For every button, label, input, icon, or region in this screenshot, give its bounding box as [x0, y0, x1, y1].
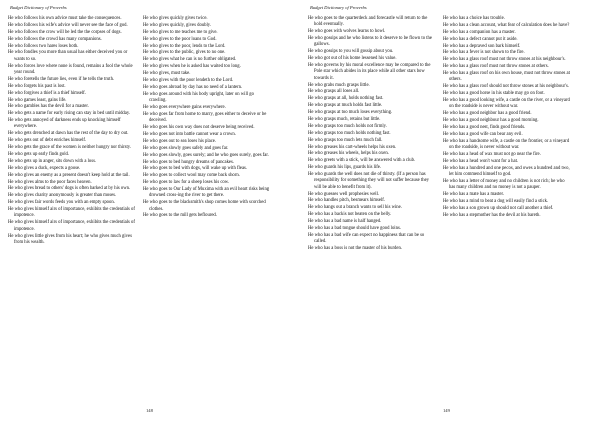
proverb-entry: He who has a handsome wife, a castle on the frontier, or a vineyard on the roadside, is never without war. — [443, 138, 570, 151]
proverb-entry: He who goes abroad by day has no need of a lantern. — [143, 84, 243, 90]
proverb-entry: He who follows the crowd has many companions. — [8, 36, 102, 42]
proverb-entry: He who goes with wolves learns to howl. — [308, 29, 386, 35]
proverb-entry: He who has a good nest, finds good friends. — [443, 125, 526, 131]
proverb-entry: He who gives fair words feeds you with an empty spoon. — [8, 200, 115, 206]
proverb-entry: He who goes everywhere gains everywhere. — [143, 104, 226, 110]
proverb-entry: He who goes far from home to marry, goes either to deceive or be deceived. — [143, 111, 267, 124]
proverb-entry: He who fondles you more than usual has either deceived you or wants to so. — [8, 50, 128, 62]
proverb-entry: He who gambles has the devil for a master. — [8, 104, 89, 110]
proverb-entry: He who hangs out a branch wants to sell his wine. — [308, 205, 402, 211]
running-header: Budget Dictionary of Proverbs — [10, 5, 67, 10]
proverb-entry: He who forgets his past is lost. — [8, 83, 66, 89]
proverb-entry: He who grasps at all, holds nothing fast. — [308, 96, 384, 102]
proverb-entry: He who forces love where none is found, remains a fool the whole year round. — [8, 63, 133, 75]
proverb-entry: He who goes to the mill gets befloured. — [143, 213, 217, 219]
proverb-entry: He who gets a name for early rising can stay in bed until midday. — [8, 111, 131, 117]
proverb-entry: He who grasps too much holds not firmly. — [308, 123, 387, 129]
proverb-entry: He who goes to Our Lady of Muxima with an evil heart risks being drowned cross-ing the river to get there. — [143, 187, 270, 199]
proverb-column-1 — [8, 16, 136, 247]
proverb-entry: He who goes to bed with dogs, will wake up with fleas. — [143, 166, 248, 172]
proverb-entry: He who has a good horse in his stable may go on foot. — [443, 91, 545, 97]
proverb-entry: He who gives charity anonymously is greater than moses. — [8, 193, 117, 199]
proverb-entry: He who grasps too much lets much fall. — [308, 137, 383, 143]
proverb-entry: He who gives to the public, gives to no one. — [143, 50, 226, 56]
proverb-entry: He who has a bad name is half hanged. — [308, 219, 382, 225]
proverb-entry: He who gives what he can is no further obligated. — [143, 57, 237, 63]
proverb-entry: He who follows the crow will be led the the corpses of dogs. — [8, 29, 122, 35]
proverb-entry: He who handles pitch, besmears himself. — [308, 198, 385, 204]
proverb-entry: He who gives quickly gives twice. — [143, 16, 208, 21]
proverb-entry: He who has a backis not beaten on the belly. — [308, 212, 392, 218]
proverb-entry: He who has a companion has a master. — [443, 29, 516, 35]
running-header: Budget Dictionary of Proverbs — [310, 5, 367, 10]
proverb-entry: He who goes his own way does not deserve being received. — [143, 125, 255, 131]
proverb-entry: He who gets up early finds gold. — [8, 152, 70, 158]
proverb-entry: He who guesses well prophesies well. — [308, 191, 380, 197]
proverb-entry: He who has a hundred and one pecos, and owes a hundred and two, let him commend himself to god. — [443, 165, 570, 178]
proverb-entry: He who has a fever is not shown to the fire. — [443, 50, 525, 56]
proverb-entry: He who goes to collect wool may come back shorn. — [143, 173, 240, 179]
proverb-entry: He who has a glass roof should not throw stones at his neighbour's. — [443, 84, 569, 90]
proverb-entry: He who gives himself airs of importance, exhibits the credentials of impotence. — [8, 207, 135, 219]
proverb-entry: He who has a glass roof must not throw stones at his neighbour's. — [443, 57, 566, 63]
proverb-entry: He who has a choice has trouble. — [443, 16, 505, 21]
proverb-entry: He who has a son grown up should not call another a thief. — [443, 205, 554, 211]
proverb-entry: He who gives quickly, gives doubly. — [143, 22, 212, 28]
right-page — [300, 0, 600, 424]
proverb-entry: He who has a boss is not the master of his burden. — [308, 246, 402, 252]
proverb-entry: He who has a glass roof on his own house, must not throw stones at others. — [443, 71, 570, 83]
proverb-entry: He who gives an enemy as a present doesn't keep hold at the tail. — [8, 172, 130, 178]
proverb-entry: He who grasps all loses all. — [308, 89, 360, 95]
proverb-entry: He who gets drenched at dawn has the rest of the day to dry out. — [8, 131, 129, 137]
proverb-entry: He who gives when he is asked has waited too long. — [143, 64, 241, 70]
proverb-entry: He who has a bad wife can expect no happiness that can be so called. — [308, 232, 425, 245]
proverb-entry: He who goes to bed hungry dreams of pancakes. — [143, 159, 234, 165]
proverb-entry: He who gets annoyed of darkness ends up knocking himself everywhere. — [8, 118, 121, 130]
proverb-entry: He who grabs much grasps little. — [308, 82, 370, 88]
proverb-entry: He who grasps much, retains but little. — [308, 116, 381, 122]
proverb-entry: He who has a depraved son bark himself. — [443, 43, 521, 49]
proverb-entry: He who follows two hares loses both. — [8, 43, 79, 49]
proverb-entry: He who guards his lips, guards his life. — [308, 165, 382, 171]
proverb-entry: He who gives himself airs of importance, exhibits the credentials of impotence. — [8, 220, 135, 232]
proverb-entry: He who has a clean account, what fear of calculation does he have? — [443, 22, 570, 28]
proverb-entry: He who gives to me teaches me to give. — [143, 29, 218, 35]
proverb-entry: He who goes to the blacksmith's shop comes home with scorched clothes. — [143, 200, 266, 212]
proverb-entry: He who goes not into battle cannot wear a crown. — [143, 131, 236, 137]
proverb-entry: He who goes around with his body upright, later on will go crawling. — [143, 91, 254, 104]
page-number: 149 — [443, 408, 450, 413]
proverb-entry: He who has a good neighbour has a good morning. — [443, 118, 539, 124]
proverb-entry: He who has a mind to beat a dog will easily find a stick. — [443, 199, 549, 205]
proverb-entry: He who grasps at too much loses everything. — [308, 110, 393, 116]
proverb-entry: He who gets up in anger, sits down with a loss. — [8, 158, 97, 164]
proverb-entry: He who greets with a stick, will be answered with a club. — [308, 158, 416, 164]
proverb-entry: He who greases his cart-wheels helps his oxen. — [308, 144, 397, 150]
proverb-entry: He who has a stepmother has the devil at his bareth. — [443, 212, 541, 218]
proverb-entry: He who gives bread to others' dogs is often barked at by his own. — [8, 186, 131, 192]
proverb-entry: He who gossips to you will gossip about you. — [308, 49, 394, 55]
proverb-entry: He who governs by his moral excellence may be compared to the Pole star which abides in its place while all other stars bow towards it. — [308, 63, 431, 81]
page-number: 148 — [146, 408, 153, 413]
proverb-entry: He who goes to law for a sheep loses his cow. — [143, 180, 230, 186]
proverb-entry: He who goes to the quarterdeck and forecastle will return to the hold eventually. — [308, 16, 428, 28]
proverb-entry: He who follows his own advice must take the consequences. — [8, 16, 122, 21]
proverb-entry: He who gives with the poor lendeth to the Lord. — [143, 78, 234, 84]
proverb-entry: He who gossips and he who listens to it deserve to be flown to the gallows. — [308, 36, 432, 48]
proverb-entry: He who gives alms to the poor faces heaven. — [8, 179, 92, 185]
proverb-entry: He who goes out to sea loses his place. — [143, 138, 217, 144]
proverb-entry: He who has a good wife can bear any evil. — [443, 131, 523, 137]
proverb-entry: He who gets out of debt enriches himself. — [8, 138, 87, 144]
proverb-column-2 — [143, 16, 271, 220]
proverb-entry: He who games least, gains life. — [8, 97, 67, 103]
proverb-entry: He who has a head of wax must not go near the fire. — [443, 152, 541, 158]
proverb-entry: He who grasps too much holds nothing fast. — [308, 130, 391, 136]
proverb-entry: He who gives little gives from his heart; he who gives much gives from his wealth. — [8, 233, 132, 245]
proverb-entry: He who guards the well does not die of thirsty. (If a person has responsibility for something they will not suffer because they will be able to benefit from it). — [308, 172, 429, 190]
proverb-entry: He who has a glass roof must not throw stones at others. — [443, 64, 549, 70]
proverb-entry: He who has a good looking wife, a castle on the river, or a vineyard on the roadside is never without war. — [443, 98, 570, 110]
proverb-entry: He who got out of his home lessened his value. — [308, 56, 397, 62]
proverb-entry: He who has a letter of money and no children is not rich; he who has many children and no money is not a pauper. — [443, 179, 565, 191]
proverb-entry: He who gets the grace of the women is neither hungry nor thirsty. — [8, 145, 131, 151]
proverb-entry: He who has a mate has a master. — [443, 192, 504, 198]
proverb-entry: He who has a head won't want for a hat. — [443, 158, 519, 164]
proverb-entry: He who greases his wheels, helps his oxen. — [308, 151, 389, 157]
proverb-entry: He who has a good neighbor has a good friend. — [443, 111, 532, 117]
proverb-entry: He who goes slowly goes safely and goes far. — [143, 145, 229, 151]
proverb-entry: He who gives, must take. — [143, 71, 191, 77]
proverb-entry: He who grasps at much holds fast little. — [308, 103, 383, 109]
proverb-entry: He who has a defect cannot put it aside. — [443, 36, 518, 42]
proverb-entry: He who gives a duck, expects a goose. — [8, 165, 81, 171]
proverb-entry: He who gives to the poor loans to God. — [143, 36, 217, 42]
proverb-entry: He who has a bad tongue should have good loins. — [308, 226, 401, 232]
proverb-entry: He who foretells the future lies, even if he tells the truth. — [8, 76, 115, 82]
proverb-column-2 — [443, 16, 571, 220]
proverb-entry: He who follows his wife's advice will never see the face of god. — [8, 22, 128, 28]
proverb-entry: He who forgives a thief is a thief himself. — [8, 90, 86, 96]
proverb-column-1 — [308, 16, 436, 253]
proverb-entry: He who goes slowly, goes surely; and he who goes surely, goes far. — [143, 152, 269, 158]
proverb-entry: He who gives to the poor, lends to the Lord. — [143, 43, 226, 49]
